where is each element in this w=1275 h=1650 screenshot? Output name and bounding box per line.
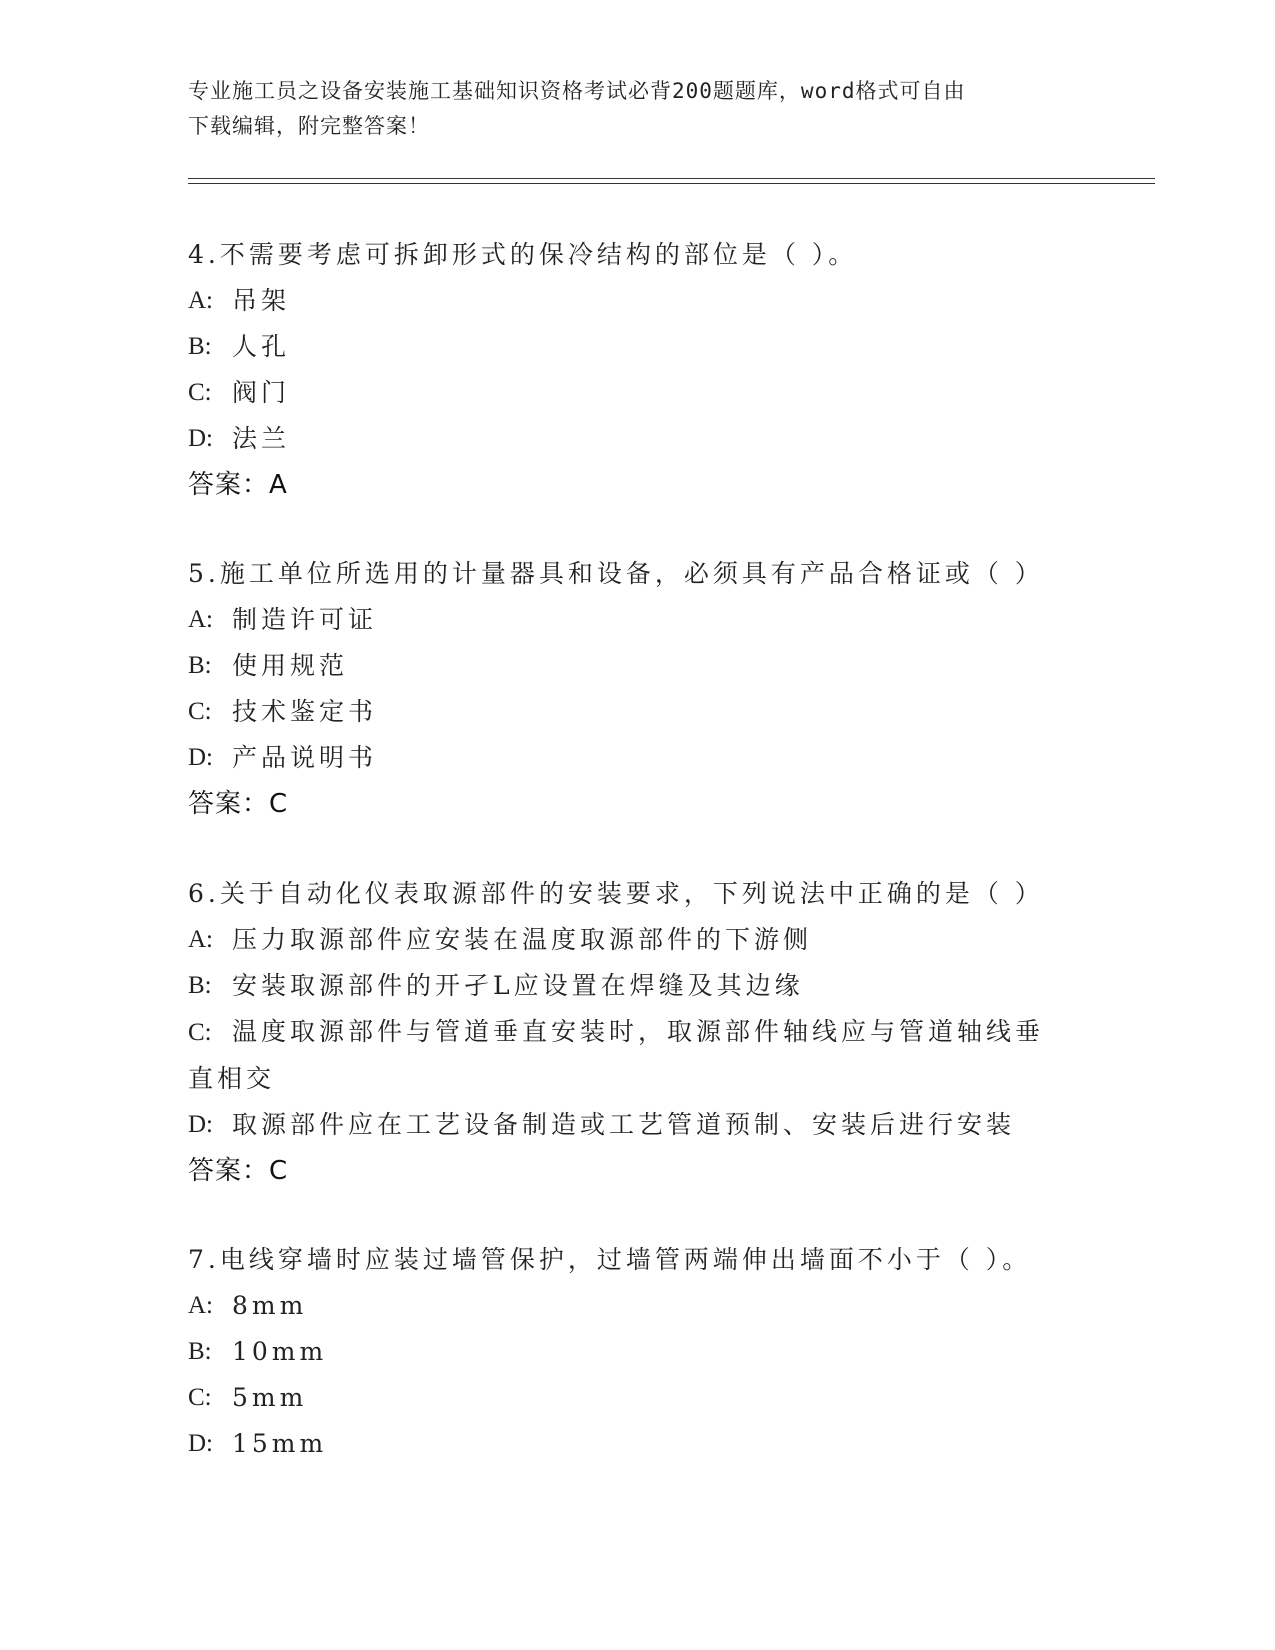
option-c xyxy=(188,1375,1088,1421)
option-text: 技术鉴定书 xyxy=(232,697,378,726)
option-text: 取源部件应在工艺设备制造或工艺管道预制、安装后进行安装 xyxy=(232,1110,1016,1139)
option-text: 人孔 xyxy=(232,332,291,361)
option-letter: A: xyxy=(188,1292,213,1319)
option-text: 8mm xyxy=(232,1291,308,1320)
question-5 xyxy=(188,551,1088,827)
question-stem: 5.施工单位所选用的计量器具和设备，必须具有产品合格证或（ ） xyxy=(188,559,1044,588)
option-text: 温度取源部件与管道垂直安装时，取源部件轴线应与管道轴线垂直相交 xyxy=(188,1017,1045,1093)
option-letter: C: xyxy=(188,698,212,725)
option-letter: D: xyxy=(188,744,213,771)
option-letter: C: xyxy=(188,1019,212,1046)
option-a xyxy=(188,278,1088,324)
option-letter: A: xyxy=(188,606,213,633)
option-letter: B: xyxy=(188,972,212,999)
option-text: 使用规范 xyxy=(232,651,349,680)
option-letter: B: xyxy=(188,652,212,679)
option-d xyxy=(188,1421,1088,1467)
option-b xyxy=(188,643,1088,689)
option-d xyxy=(188,416,1088,462)
option-text: 制造许可证 xyxy=(232,605,378,634)
option-text: 15mm xyxy=(232,1429,328,1458)
option-letter: D: xyxy=(188,1111,213,1138)
option-letter: A: xyxy=(188,926,213,953)
header-line-2: 下载编辑，附完整答案！ xyxy=(188,114,430,138)
document-header xyxy=(188,74,1078,144)
question-6 xyxy=(188,871,1088,1194)
option-a xyxy=(188,1283,1088,1329)
option-text: 压力取源部件应安装在温度取源部件的下游侧 xyxy=(232,925,813,954)
option-letter: B: xyxy=(188,1338,212,1365)
option-letter: C: xyxy=(188,1384,212,1411)
question-stem: 6.关于自动化仪表取源部件的安装要求，下列说法中正确的是（ ） xyxy=(188,879,1044,908)
header-line-1: 专业施工员之设备安装施工基础知识资格考试必背200题题库，word格式可自由 xyxy=(188,79,966,103)
option-letter: A: xyxy=(188,287,213,314)
question-7 xyxy=(188,1237,1088,1467)
header-divider-bottom xyxy=(188,183,1155,184)
option-d xyxy=(188,1102,1088,1148)
option-a xyxy=(188,597,1088,643)
option-text: 产品说明书 xyxy=(232,743,378,772)
option-text: 法兰 xyxy=(232,424,291,453)
option-text: 5mm xyxy=(232,1383,308,1412)
option-c xyxy=(188,370,1088,416)
option-letter: D: xyxy=(188,425,213,452)
option-text: 10mm xyxy=(232,1337,328,1366)
answer-line: 答案：C xyxy=(188,1156,289,1186)
question-stem: 7.电线穿墙时应装过墙管保护，过墙管两端伸出墙面不小于（ ）。 xyxy=(188,1245,1032,1274)
option-b xyxy=(188,963,1088,1009)
option-text: 阀门 xyxy=(232,378,291,407)
answer-line: 答案：A xyxy=(188,470,288,500)
option-c xyxy=(188,1009,1068,1102)
option-letter: C: xyxy=(188,379,212,406)
option-text: 安装取源部件的开孑L应设置在焊缝及其边缘 xyxy=(232,971,804,1000)
question-4 xyxy=(188,232,1088,508)
option-letter: B: xyxy=(188,333,212,360)
option-c xyxy=(188,689,1088,735)
option-b xyxy=(188,324,1088,370)
header-divider-top xyxy=(188,178,1155,179)
option-letter: D: xyxy=(188,1430,213,1457)
question-stem: 4.不需要考虑可拆卸形式的保冷结构的部位是（ ）。 xyxy=(188,240,858,269)
option-b xyxy=(188,1329,1088,1375)
option-d xyxy=(188,735,1088,781)
option-a xyxy=(188,917,1088,963)
answer-line: 答案：C xyxy=(188,789,289,819)
option-text: 吊架 xyxy=(232,286,291,315)
